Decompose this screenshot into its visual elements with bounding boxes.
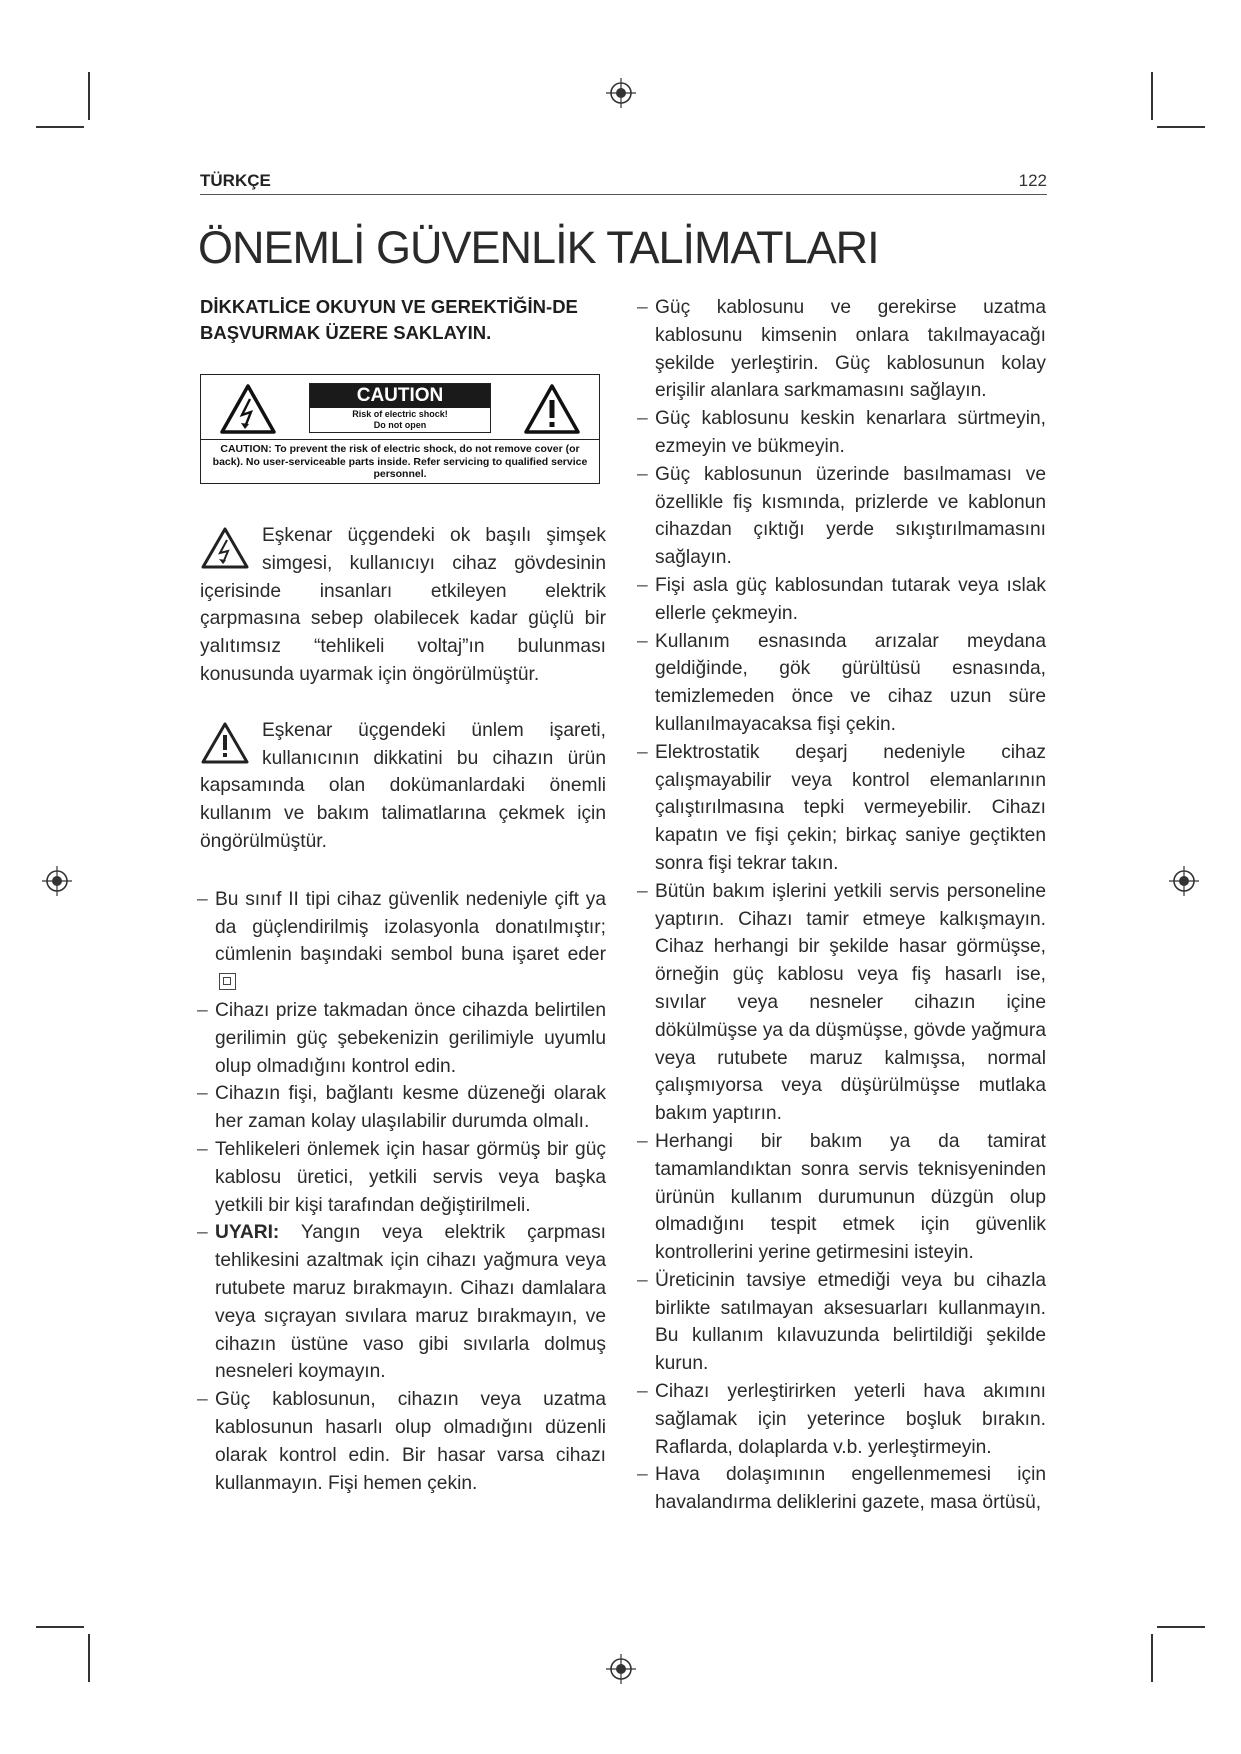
crop-mark xyxy=(1151,72,1153,120)
caution-line-2: Do not open xyxy=(373,420,427,430)
list-item: – Bu sınıf II tipi cihaz güvenlik nedeniyle çift ya da güçlendirilmiş izolasyonla donatılmıştır; cümlenin başındaki sembol buna işaret eder xyxy=(200,886,606,997)
caution-label xyxy=(200,374,600,484)
crop-mark xyxy=(36,126,84,128)
list-item: – Cihazı prize takmadan önce cihazda belirtilen gerilimin güç şebekenizin gerilimiyle uyumlu olup olmadığını kontrol edin. xyxy=(200,997,606,1080)
registration-mark-icon xyxy=(42,866,72,896)
left-safety-list xyxy=(200,886,606,1498)
exclamation-symbol-paragraph xyxy=(200,717,606,856)
list-item: – Güç kablosunu ve gerekirse uzatma kablosunu kimsenin onlara takılmayacağı şekilde yerleştirin. Güç kablosunun kolay erişilir alanlara sarkmamasını sağlayın. xyxy=(640,294,1046,405)
list-item: – Herhangi bir bakım ya da tamirat tamamlandıktan sonra servis teknisyeninden ürünün kullanım durumunun düzgün olup olmadığını tespit etmek için güvenlik kontrollerini yerine getirmesini isteyin. xyxy=(640,1128,1046,1267)
class-ii-symbol-icon xyxy=(219,973,236,990)
caution-heading: CAUTION xyxy=(310,384,490,408)
list-item: – Fişi asla güç kablosundan tutarak veya ıslak ellerle çekmeyin. xyxy=(640,572,1046,628)
crop-mark xyxy=(1157,126,1205,128)
crop-mark xyxy=(1151,1634,1153,1682)
list-item: – Cihazın fişi, bağlantı kesme düzeneği olarak her zaman kolay ulaşılabilir durumda olmalı. xyxy=(200,1080,606,1136)
lightning-warning-icon xyxy=(219,383,277,435)
left-column xyxy=(200,294,606,1497)
crop-mark xyxy=(1157,1626,1205,1628)
right-safety-list xyxy=(640,294,1046,1517)
list-item: – Cihazı yerleştirirken yeterli hava akımını sağlamak için yeterince boşluk bırakın. Raflarda, dolaplarda v.b. yerleştirmeyin. xyxy=(640,1378,1046,1461)
list-item: – Güç kablosunu keskin kenarlara sürtmeyin, ezmeyin ve bükmeyin. xyxy=(640,405,1046,461)
exclamation-triangle-icon xyxy=(200,721,250,765)
exclamation-warning-icon xyxy=(523,383,581,435)
list-item: – Üreticinin tavsiye etmediği veya bu cihazla birlikte satılmayan aksesuarları kullanmayın. Bu kullanım kılavuzunda belirtildiği şekilde kurun. xyxy=(640,1267,1046,1378)
list-item: – Güç kablosunun üzerinde basılmaması ve özellikle fiş kısmında, prizlerde ve kablonun cihazdan çıktığı yerde sıkıştırılmamasını sağlayın. xyxy=(640,461,1046,572)
subheading: DİKKATLİCE OKUYUN VE GEREKTİĞİN-DE BAŞVURMAK ÜZERE SAKLAYIN. xyxy=(200,296,578,343)
registration-mark-icon xyxy=(606,1654,636,1684)
registration-mark-icon xyxy=(1169,866,1199,896)
list-item: – Hava dolaşımının engellenmemesi için havalandırma deliklerini gazete, masa örtüsü, xyxy=(640,1461,1046,1517)
crop-mark xyxy=(36,1626,84,1628)
list-item: – Elektrostatik deşarj nedeniyle cihaz çalışmayabilir veya kontrol elemanlarının çalıştırılmasına tepki vermeyebilir. Cihazı kapatın ve fişi çekin; birkaç saniye geçtikten sonra fişi tekrar takın. xyxy=(640,739,1046,878)
exclamation-symbol-text: Eşkenar üçgendeki ünlem işareti, kullanıcının dikkatini bu cihazın ürün kapsamında olan dokümanlardaki önemli kullanım ve bakım talimatlarına çekmek için öngörülmüştür. xyxy=(200,719,606,852)
caution-panel xyxy=(309,383,491,433)
lightning-symbol-paragraph xyxy=(200,522,606,689)
warning-text: Yangın veya elektrik çarpması tehlikesini azaltmak için cihazı yağmura veya rutubete maruz bırakmayın. Cihazı damlalara veya sıçrayan sıvılara maruz bırakmayın, ve cihazın üstüne vaso gibi sıvılarla dolmuş nesneleri koymayın. xyxy=(215,1222,606,1383)
lightning-symbol-text: Eşkenar üçgendeki ok başılı şimşek simgesi, kullanıcıyı cihaz gövdesinin içerisinde insanları etkileyen elektrik çarpmasına sebep olabilecek kadar güçlü bir yalıtımsız “tehlikeli voltaj”ın bulunması konusunda uyarmak için öngörülmüştür. xyxy=(200,525,606,685)
page-title: ÖNEMLİ GÜVENLİK TALİMATLARI xyxy=(198,222,879,273)
section-language: TÜRKÇE xyxy=(200,171,271,190)
list-item: – Kullanım esnasında arızalar meydana geldiğinde, gök gürültüsü esnasında, temizlemeden önce ve cihaz uzun süre kullanılmayacaksa fişi çekin. xyxy=(640,628,1046,739)
caution-line-1: Risk of electric shock! xyxy=(352,409,448,419)
list-item: – Tehlikeleri önlemek için hasar görmüş bir güç kablosu üretici, yetkili servis veya başka yetkili bir kişi tarafından değiştirilmeli. xyxy=(200,1136,606,1219)
registration-mark-icon xyxy=(606,78,636,108)
warning-label: UYARI: xyxy=(215,1222,280,1244)
crop-mark xyxy=(88,1634,90,1682)
right-column xyxy=(640,294,1046,1517)
list-item xyxy=(200,1219,606,1386)
lightning-triangle-icon xyxy=(200,526,250,570)
crop-mark xyxy=(88,72,90,120)
page-number: 122 xyxy=(1018,171,1047,190)
list-item: – Bütün bakım işlerini yetkili servis personeline yaptırın. Cihazı tamir etmeye kalkışmayın. Cihaz herhangi bir şekilde hasar görmüşse, örneğin güç kablosu veya fiş hasarlı ise, sıvılar veya nesneler cihazın içine dökülmüşse ya da düşmüşse, gövde yağmura veya rutubete maruz kalmışsa, normal çalışmıyorsa veya düşürülmüşse mutlaka bakım yaptırın. xyxy=(640,878,1046,1128)
list-item: – Güç kablosunun, cihazın veya uzatma kablosunun hasarlı olup olmadığını düzenli olarak kontrol edin. Bir hasar varsa cihazı kullanmayın. Fişi hemen çekin. xyxy=(200,1386,606,1497)
running-header xyxy=(200,168,1047,195)
caution-footer: CAUTION: To prevent the risk of electric shock, do not remove cover (or back). No user-serviceable parts inside. Refer servicing to qualified service personnel. xyxy=(212,443,588,480)
